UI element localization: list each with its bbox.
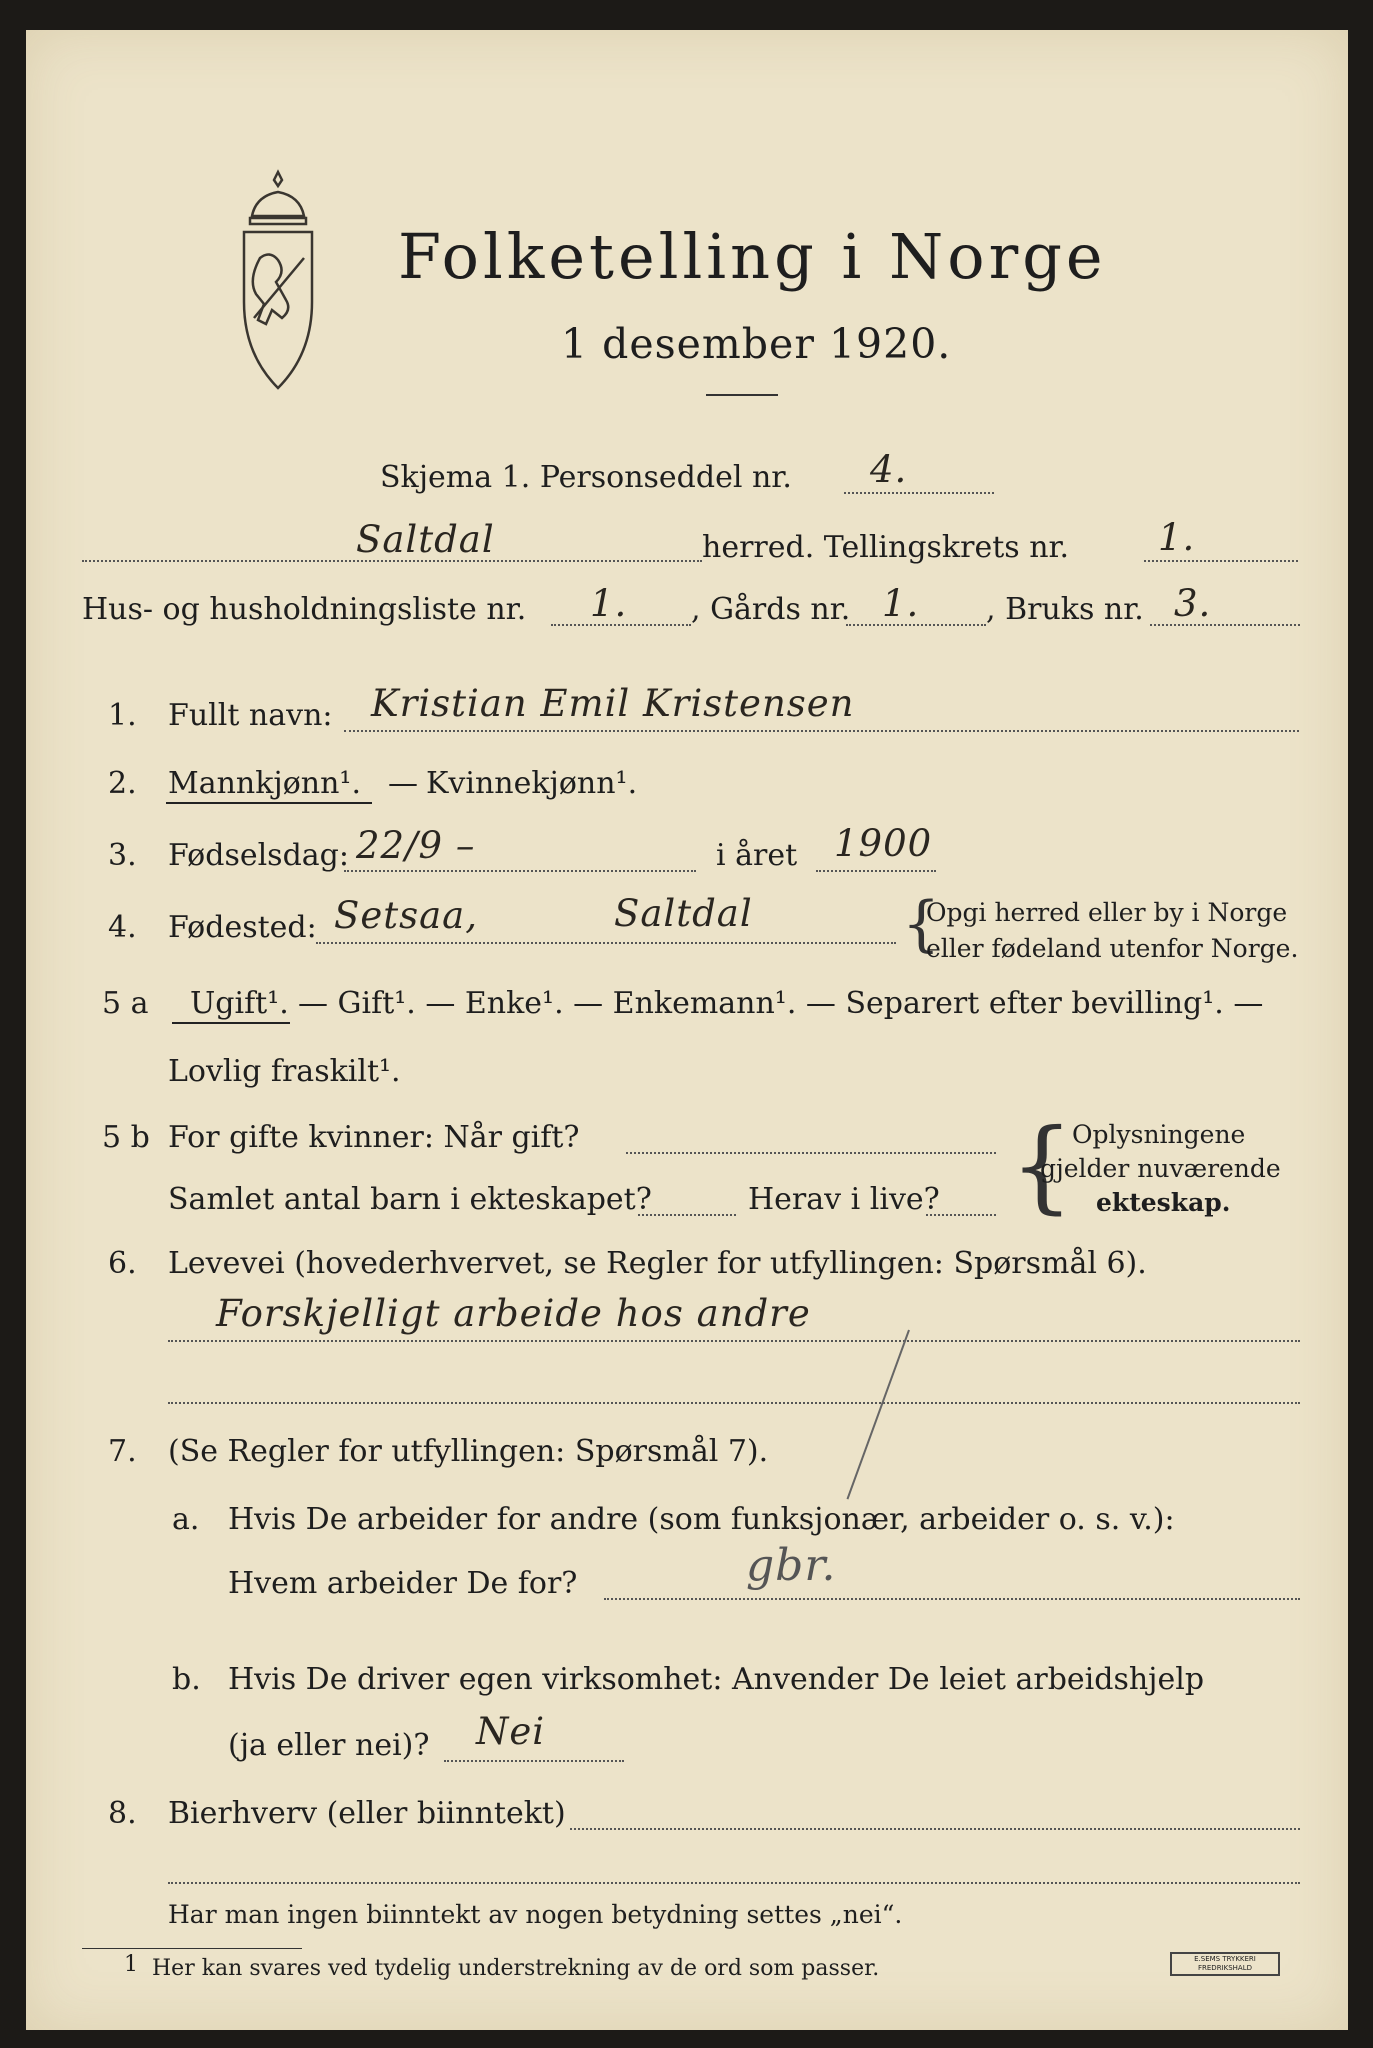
ugift-underline xyxy=(172,1022,290,1024)
occupation-value: Forskjelligt arbeide hos andre xyxy=(216,1292,811,1335)
q7a-question: Hvem arbeider De for? xyxy=(228,1566,578,1601)
q5a-number: 5 a xyxy=(102,986,149,1021)
year-label: i året xyxy=(716,838,798,873)
year-dots xyxy=(816,870,936,872)
q4-label: Fødested: xyxy=(168,910,317,945)
birthplace-value-2: Saltdal xyxy=(614,892,753,935)
hus-label: Hus- og husholdningsliste nr. xyxy=(82,592,527,627)
q7b-dots xyxy=(444,1760,624,1762)
footnote-rule xyxy=(82,1948,302,1949)
marital-options: — Gift¹. — Enke¹. — Enkemann¹. — Separert efter bevilling¹. — xyxy=(298,986,1264,1021)
birthplace-value-1: Setsaa, xyxy=(334,894,478,937)
bruks-label: , Bruks nr. xyxy=(986,592,1144,627)
q5b-dots-1 xyxy=(626,1152,996,1154)
q4-brace: { xyxy=(902,889,941,959)
q5b-label-1: For gifte kvinner: Når gift? xyxy=(168,1120,580,1155)
husholdningsliste-number: 1. xyxy=(590,582,628,625)
printer-stamp-line2: FREDRIKSHALD xyxy=(1197,1964,1252,1972)
q5b-brace: { xyxy=(1010,1107,1074,1224)
q5b-note-line2: gjelder nuværende xyxy=(1040,1154,1281,1183)
q6-label: Levevei (hovederhvervet, se Regler for utfyllingen: Spørsmål 6). xyxy=(168,1246,1147,1281)
q1-number: 1. xyxy=(108,698,137,733)
q6-number: 6. xyxy=(108,1246,137,1281)
q7b-label: Hvis De driver egen virksomhet: Anvender De leiet arbeidshjelp xyxy=(228,1662,1205,1697)
q7a-number: a. xyxy=(172,1502,200,1537)
krets-dots xyxy=(1144,560,1298,562)
q5b-label-2: Samlet antal barn i ekteskapet? xyxy=(168,1182,652,1217)
q7-number: 7. xyxy=(108,1434,137,1469)
q5b-note-line3: ekteskap. xyxy=(1096,1188,1231,1217)
herred-value: Saltdal xyxy=(356,518,495,561)
q2-dash: — xyxy=(388,766,418,801)
printer-stamp-line1: E.SEMS TRYKKERI xyxy=(1194,1955,1256,1963)
bruks-number: 3. xyxy=(1174,582,1212,625)
q5b-label-3: Herav i live? xyxy=(748,1182,940,1217)
q4-note-line1: Opgi herred eller by i Norge xyxy=(926,898,1288,927)
fraskilt-option: Lovlig fraskilt¹. xyxy=(168,1054,401,1089)
q3-number: 3. xyxy=(108,838,137,873)
footnote-text: Her kan svares ved tydelig understrekning av de ord som passer. xyxy=(152,1956,880,1981)
schema-dots xyxy=(844,492,994,494)
q7b-number: b. xyxy=(172,1662,201,1697)
q6-dots-1 xyxy=(168,1340,1300,1342)
male-option: Mannkjønn¹. xyxy=(168,766,361,801)
birthday-value: 22/9 – xyxy=(356,824,476,867)
form-title: Folketelling i Norge xyxy=(398,220,1107,293)
tellingskrets-number: 1. xyxy=(1158,516,1196,559)
birth-year-value: 1900 xyxy=(834,822,933,865)
q5b-dots-2 xyxy=(638,1214,736,1216)
q8-dots-2 xyxy=(168,1882,1300,1884)
gards-number: 1. xyxy=(882,582,920,625)
biinntekt-note: Har man ingen biinntekt av nogen betydning settes „nei“. xyxy=(168,1900,903,1929)
female-option: Kvinnekjønn¹. xyxy=(426,766,638,801)
q5b-number: 5 b xyxy=(102,1120,150,1155)
census-form xyxy=(26,30,1348,2030)
employer-value: gbr. xyxy=(746,1540,837,1591)
q7a-label: Hvis De arbeider for andre (som funksjonær, arbeider o. s. v.): xyxy=(228,1502,1175,1537)
q3-dots xyxy=(344,870,696,872)
coat-of-arms-icon xyxy=(230,168,326,396)
q4-number: 4. xyxy=(108,910,137,945)
q4-dots xyxy=(316,942,896,944)
q7b-question: (ja eller nei)? xyxy=(228,1728,430,1763)
printer-stamp xyxy=(1170,1952,1280,1976)
q8-number: 8. xyxy=(108,1796,137,1831)
ugift-option: Ugift¹. xyxy=(190,986,289,1021)
q1-label: Fullt navn: xyxy=(168,698,333,733)
male-underline xyxy=(166,802,372,804)
census-date: 1 desember 1920. xyxy=(561,320,952,368)
bruks-dots xyxy=(1150,624,1300,626)
footnote-number: 1 xyxy=(124,1952,138,1977)
gards-label: , Gårds nr. xyxy=(691,592,851,627)
hired-help-value: Nei xyxy=(476,1710,546,1753)
q3-label: Fødselsdag: xyxy=(168,838,349,873)
q5b-note-line1: Oplysningene xyxy=(1072,1120,1246,1149)
q8-dots-1 xyxy=(570,1828,1300,1830)
q7a-dots xyxy=(604,1598,1300,1600)
full-name-value: Kristian Emil Kristensen xyxy=(371,682,855,725)
q2-number: 2. xyxy=(108,766,137,801)
q8-label: Bierhverv (eller biinntekt) xyxy=(168,1796,566,1831)
q5b-dots-3 xyxy=(926,1214,996,1216)
title-divider xyxy=(706,394,778,396)
q4-note-line2: eller fødeland utenfor Norge. xyxy=(926,934,1299,963)
pencil-stroke xyxy=(846,1330,909,1500)
schema-label: Skjema 1. Personseddel nr. xyxy=(380,460,792,495)
personseddel-number: 4. xyxy=(870,448,908,491)
q7-label: (Se Regler for utfyllingen: Spørsmål 7). xyxy=(168,1434,769,1469)
q6-dots-2 xyxy=(168,1402,1300,1404)
herred-label: herred. Tellingskrets nr. xyxy=(702,530,1070,565)
q1-dots xyxy=(344,730,1299,732)
